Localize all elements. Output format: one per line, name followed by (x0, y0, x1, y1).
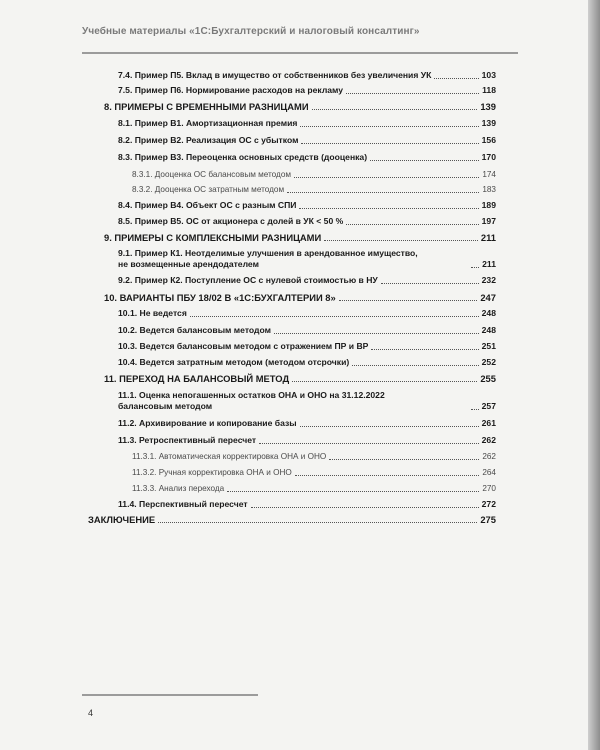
toc-subentry[interactable] (132, 184, 496, 195)
footer-divider (82, 694, 258, 696)
toc-entry-title: 7.4. Пример П5. Вклад в имущество от собственников без увеличения УК (118, 70, 432, 80)
toc-chapter[interactable] (104, 292, 496, 303)
toc-entry-title-block (118, 390, 468, 412)
toc-leader (295, 475, 480, 476)
toc-entry-page: 156 (481, 135, 496, 145)
toc-entry[interactable] (118, 248, 496, 270)
toc-subentry[interactable] (132, 451, 496, 462)
toc-entry[interactable] (118, 85, 496, 96)
toc-leader (292, 381, 477, 382)
toc-leader (301, 143, 478, 144)
toc-leader (329, 459, 479, 460)
toc-entry[interactable] (118, 70, 496, 81)
toc-entry[interactable] (118, 118, 496, 129)
page-edge-shadow (588, 0, 600, 750)
toc-leader (381, 283, 479, 284)
toc-entry-title: 11.3.3. Анализ перехода (132, 484, 225, 493)
toc-entry-page: 261 (481, 418, 496, 428)
toc-entry-title: 10.3. Ведется балансовым методом с отражением ПР и ВР (118, 341, 369, 351)
toc-entry[interactable] (118, 357, 496, 368)
toc-entry-page: 247 (480, 292, 496, 303)
running-header: Учебные материалы «1С:Бухгалтерский и налоговый консалтинг» (82, 26, 420, 37)
toc-entry-page: 189 (481, 200, 496, 210)
toc-entry[interactable] (118, 135, 496, 146)
toc-entry[interactable] (118, 216, 496, 227)
toc-entry-page: 248 (481, 325, 496, 335)
toc-leader (158, 522, 477, 523)
toc-entry-title: 11.3.2. Ручная корректировка ОНА и ОНО (132, 468, 292, 477)
toc-entry-page: 183 (482, 185, 496, 194)
toc-leader (352, 365, 478, 366)
toc-entry-page: 211 (482, 259, 496, 269)
toc-entry[interactable] (118, 152, 496, 163)
toc-entry-page: 270 (482, 484, 496, 493)
toc-leader (471, 409, 479, 410)
toc-entry-page: 211 (480, 232, 496, 243)
toc-entry-title: 11.4. Перспективный пересчет (118, 499, 248, 509)
toc-entry-title: 11.1. Оценка непогашенных остатков ОНА и ОНО на 31.12.2022 (118, 390, 385, 400)
toc-entry-title: 8.3.1. Дооценка ОС балансовым методом (132, 170, 292, 179)
toc-leader (339, 300, 478, 301)
toc-chapter[interactable] (104, 232, 496, 243)
toc-entry-page: 103 (481, 70, 496, 80)
toc-entry-title: 7.5. Пример П6. Нормирование расходов на рекламу (118, 85, 344, 95)
toc-entry[interactable] (118, 390, 496, 412)
toc-chapter[interactable] (104, 101, 496, 112)
toc-entry[interactable] (118, 435, 496, 446)
toc-entry-title-continued: балансовым методом (118, 401, 213, 411)
toc-entry-title-continued: не возмещенные арендодателем (118, 259, 259, 269)
page-number: 4 (88, 708, 94, 718)
toc-leader (324, 240, 478, 241)
toc-entry-page: 174 (482, 170, 496, 179)
toc-entry-page: 272 (481, 499, 496, 509)
toc-entry-page: 139 (480, 101, 496, 112)
toc-leader (227, 491, 479, 492)
toc-entry-page: 264 (482, 468, 496, 477)
toc-leader (346, 224, 478, 225)
toc-leader (287, 192, 479, 193)
toc-entry-page: 170 (481, 152, 496, 162)
toc-entry-page: 197 (481, 216, 496, 226)
toc-chapter[interactable] (104, 373, 496, 384)
toc-entry-title: 8.2. Пример В2. Реализация ОС с убытком (118, 135, 299, 145)
toc-leader (346, 93, 479, 94)
toc-entry-page: 118 (482, 85, 496, 95)
toc-entry-title: 9.2. Пример К2. Поступление ОС с нулевой стоимостью в НУ (118, 275, 378, 285)
toc-entry-title: 10. ВАРИАНТЫ ПБУ 18/02 В «1С:БУХГАЛТЕРИИ 8» (104, 292, 336, 303)
toc-entry-page: 232 (481, 275, 496, 285)
toc-leader (370, 160, 479, 161)
toc-entry[interactable] (118, 200, 496, 211)
toc-entry-title: 9. ПРИМЕРЫ С КОМПЛЕКСНЫМИ РАЗНИЦАМИ (104, 232, 322, 243)
toc-entry-page: 251 (481, 341, 496, 351)
toc-entry[interactable] (118, 418, 496, 429)
toc-entry[interactable] (118, 308, 496, 319)
toc-entry[interactable] (118, 341, 496, 352)
toc-entry-title: 8.3. Пример В3. Переоценка основных средств (дооценка) (118, 152, 368, 162)
toc-entry-page: 257 (481, 401, 496, 411)
toc-leader (274, 333, 479, 334)
toc-entry-title: 8.1. Пример В1. Амортизационная премия (118, 118, 298, 128)
toc-leader (251, 507, 479, 508)
toc-entry-title: 10.4. Ведется затратным методом (методом отсрочки) (118, 357, 350, 367)
toc-entry-title: 8.4. Пример В4. Объект ОС с разным СПИ (118, 200, 297, 210)
toc-entry-title: 8.3.2. Дооценка ОС затратным методом (132, 185, 285, 194)
toc-subentry[interactable] (132, 483, 496, 494)
toc-entry-title-block (118, 248, 468, 270)
toc-subentry[interactable] (132, 169, 496, 180)
toc-entry-page: 275 (480, 514, 496, 525)
toc-entry-title: 11.3.1. Автоматическая корректировка ОНА и ОНО (132, 452, 327, 461)
toc-entry[interactable] (118, 275, 496, 286)
toc-leader (259, 443, 479, 444)
toc-leader (299, 208, 478, 209)
toc-entry[interactable] (118, 499, 496, 510)
toc-entry-page: 262 (482, 452, 496, 461)
toc-leader (371, 349, 478, 350)
toc-entry-page: 248 (481, 308, 496, 318)
toc-entry-title: 8.5. Пример В5. ОС от акционера с долей в УК < 50 % (118, 216, 344, 226)
toc-entry-page: 262 (481, 435, 496, 445)
toc-entry-title: 11.2. Архивирование и копирование базы (118, 418, 297, 428)
toc-entry-title: 11. ПЕРЕХОД НА БАЛАНСОВЫЙ МЕТОД (104, 373, 290, 384)
toc-leader (300, 126, 478, 127)
toc-leader (471, 267, 479, 268)
toc-entry-page: 252 (481, 357, 496, 367)
toc-entry[interactable] (118, 325, 496, 336)
toc-entry-title: 10.1. Не ведется (118, 308, 187, 318)
toc-leader (434, 78, 478, 79)
toc-entry-title: ЗАКЛЮЧЕНИЕ (88, 514, 156, 525)
toc-entry-title: 8. ПРИМЕРЫ С ВРЕМЕННЫМИ РАЗНИЦАМИ (104, 101, 309, 112)
toc-entry-title: 11.3. Ретроспективный пересчет (118, 435, 257, 445)
toc-leader (190, 316, 479, 317)
toc-entry-title: 9.1. Пример К1. Неотделимые улучшения в арендованное имущество, (118, 248, 418, 258)
toc-subentry[interactable] (132, 467, 496, 478)
toc-leader (294, 177, 479, 178)
toc-entry-page: 255 (480, 373, 496, 384)
toc-chapter[interactable] (88, 514, 496, 525)
toc-leader (312, 109, 478, 110)
toc-entry-title: 10.2. Ведется балансовым методом (118, 325, 272, 335)
toc-entry-page: 139 (481, 118, 496, 128)
toc-leader (300, 426, 479, 427)
